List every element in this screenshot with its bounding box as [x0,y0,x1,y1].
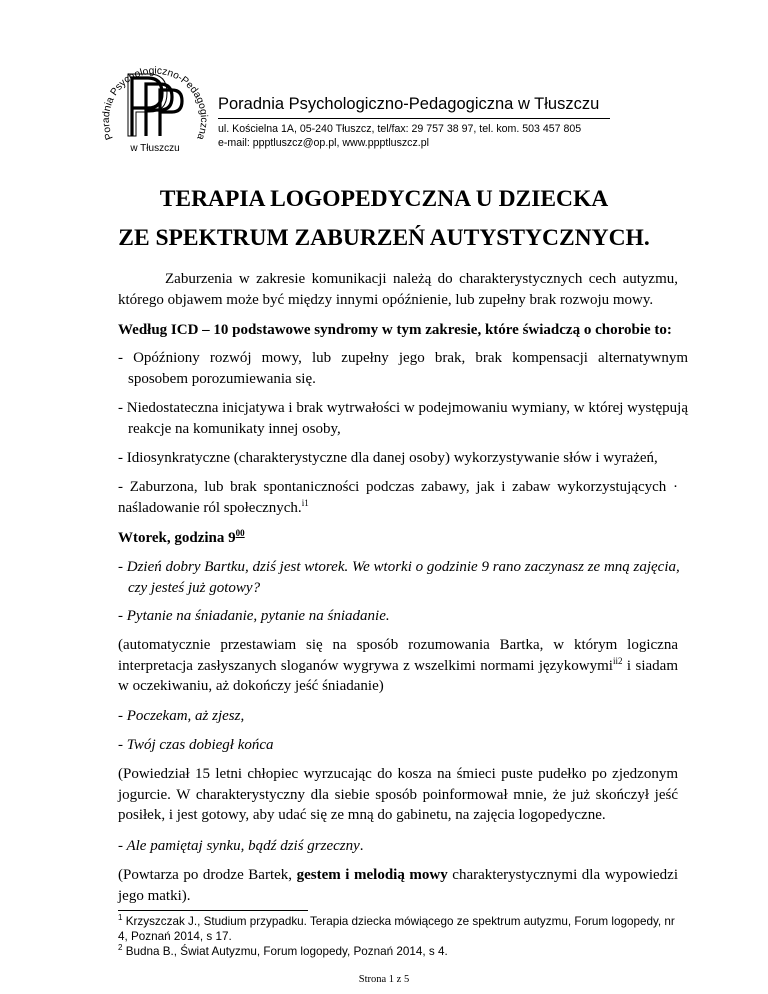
letterhead-divider [218,118,610,119]
session-heading [118,528,678,549]
narrative-note-text: charakterystycznymi dla wypowiedzi jego matki). [118,867,679,904]
institution-address: ul. Kościelna 1A, 05-240 Tłuszcz, tel/fax: 29 757 38 97, tel. kom. 503 457 805 [218,123,582,135]
institution-name: Poradnia Psychologiczno-Pedagogiczna w Tłuszczu [218,95,600,113]
dialogue-line: - Poczekam, aż zjesz, [118,708,245,724]
footnote [118,944,678,959]
svg-text:Poradnia Psychologiczno-Pedago [101,66,209,142]
list-item: - Opóźniony rozwój mowy, lub zupełny jego brak, brak kompensacji alternatywnym sposobem porozumiewania się. [118,350,688,387]
footnote-number: 2 [118,943,123,953]
dialogue-line: - Pytanie na śniadanie, pytanie na śniadanie. [118,608,390,624]
icd-heading: Według ICD – 10 podstawowe syndromy w tym zakresie, które świadczą o chorobie to: [118,322,672,338]
narrative-note-text: (Powtarza po drodze Bartek, [118,867,297,883]
narrative-note [118,865,678,906]
logo-arc-text: Poradnia Psychologiczno-Pedagogiczna [100,65,210,142]
narrative-note-text: (automatycznie przestawiam się na sposób rozumowania Bartka, w którym logiczna interpretacja zasłyszanych sloganów wygrywa z wszelkimi normami językowymi [118,637,678,674]
logo-bottom-text: w Tłuszczu [130,143,180,154]
endnote-ref: i1 [301,497,309,508]
footnote-number: 1 [118,913,123,923]
session-heading-text: Wtorek, godzina 9 [118,530,236,546]
dialogue-end: . [359,838,364,854]
footnote-text: Krzyszczak J., Studium przypadku. Terapia dziecka mówiącego ze spektrum autyzmu, Forum logopedy, nr 4, Poznań 2014, s 17. [118,915,675,943]
list-item-text: - Zaburzona, lub brak spontaniczności podczas zabawy, jak i zabaw wykorzystujących · naśladowanie ról społecznych. [118,479,678,516]
letterhead [92,40,612,162]
intro-paragraph: Zaburzenia w zakresie komunikacji należą do charakterystycznych cech autyzmu, którego objawem może być między innymi opóźnienie, lub zupełny brak rozwoju mowy. [118,271,678,308]
footnote [118,914,678,944]
dialogue-text: - Ale pamiętaj synku, bądź dziś grzeczny [118,838,360,854]
list-item: - Niedostateczna inicjatywa i brak wytrwałości w podejmowaniu wymiany, w której występują reakcje na komunikaty innej osoby, [118,400,688,437]
narrative-note-emphasis: gestem i melodią mowy [296,867,448,883]
document-title-line-2: ZE SPEKTRUM ZABURZEŃ AUTYSTYCZNYCH. [118,225,650,251]
dialogue-line: - Twój czas dobiegł końca [118,737,274,753]
poradnia-logo [92,40,218,162]
footnote-divider [118,910,308,911]
narrative-note: (Powiedział 15 letni chłopiec wyrzucając do kosza na śmieci puste pudełko po zjedzonym jogurcie. W charakterystyczny dla siebie sposób poinformował mnie, że już skończył jeść posiłek, i jest gotowy, aby udać się ze mną do gabinetu, na zajęcia logopedyczne. [118,766,678,823]
institution-contact: e-mail: ppptluszcz@op.pl, www.ppptluszcz.pl [218,137,429,149]
endnote-ref: ii2 [612,655,623,666]
dialogue-line [118,836,678,857]
footnote-text: Budna B., Świat Autyzmu, Forum logopedy, Poznań 2014, s 4. [122,945,448,958]
narrative-note [118,635,678,697]
dialogue-line: - Dzień dobry Bartku, dziś jest wtorek. We wtorki o godzinie 9 rano zaczynasz ze mną zajęcia, czy jesteś już gotowy? [118,559,680,596]
list-item: - Idiosynkratyczne (charakterystyczne dla danej osoby) wykorzystywanie słów i wyrażeń, [118,450,658,466]
session-heading-minutes: 00 [235,528,245,538]
page-number: Strona 1 z 5 [358,974,410,985]
narrative-note-text: i siadam w oczekiwaniu, aż dokończy jeść śniadanie) [118,657,679,694]
list-item [118,477,678,518]
document-title-line-1: TERAPIA LOGOPEDYCZNA U DZIECKA [159,186,609,212]
